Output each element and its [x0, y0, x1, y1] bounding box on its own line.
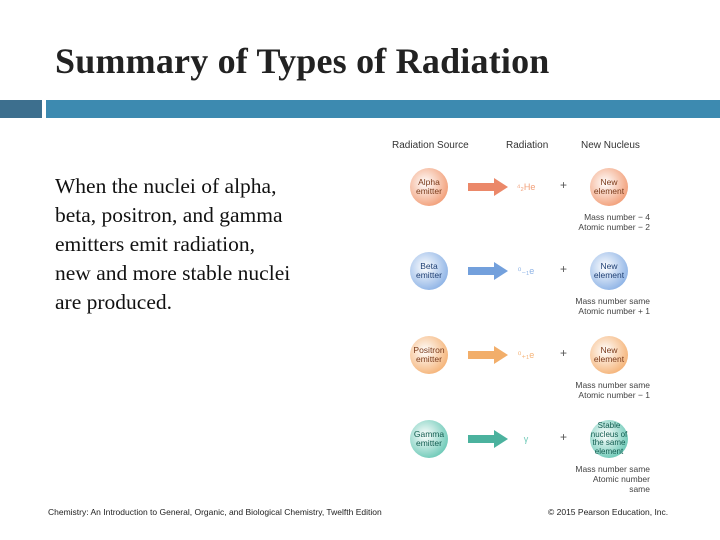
slide-title: Summary of Types of Radiation — [55, 41, 550, 81]
beta-particle: ⁰₋₁e — [517, 265, 535, 276]
positron-emitter-circle: Positron emitter — [410, 336, 448, 374]
arrow-icon — [468, 346, 508, 364]
plus-sign: + — [560, 430, 568, 444]
stable-nucleus-circle: Stable nucleus of the same element — [590, 420, 628, 458]
beta-notes — [570, 296, 650, 316]
alpha-particle: ⁴₂He — [516, 182, 536, 192]
new-element-circle: New element — [590, 336, 628, 374]
positron-row — [380, 330, 710, 414]
gamma-row — [380, 414, 710, 498]
mass-number-note: Mass number same — [575, 380, 650, 390]
arrow-icon — [468, 430, 508, 448]
plus-sign: + — [560, 178, 568, 192]
header-bar — [46, 100, 720, 118]
header-new-nucleus: New Nucleus — [581, 140, 640, 151]
mass-number-note: Mass number − 4 — [584, 212, 650, 222]
footer-copyright: © 2015 Pearson Education, Inc. — [548, 507, 669, 517]
gamma-emitter-circle: Gamma emitter — [410, 420, 448, 458]
positron-particle: ⁰₊₁e — [517, 349, 535, 360]
header-bar-accent — [0, 100, 42, 118]
atomic-number-note: Atomic number − 2 — [578, 222, 650, 232]
plus-sign: + — [560, 262, 568, 276]
arrow-icon — [468, 178, 508, 196]
atomic-number-note: Atomic number + 1 — [578, 306, 650, 316]
gamma-notes — [570, 464, 650, 494]
beta-row — [380, 246, 710, 330]
gamma-ray: γ — [523, 434, 529, 444]
header-radiation-source: Radiation Source — [392, 140, 469, 151]
atomic-number-note: Atomic number same — [592, 474, 650, 494]
mass-number-note: Mass number same — [575, 296, 650, 306]
alpha-emitter-circle: Alpha emitter — [410, 168, 448, 206]
alpha-notes — [570, 212, 650, 232]
alpha-row — [380, 162, 710, 246]
new-element-circle: New element — [590, 252, 628, 290]
atomic-number-note: Atomic number − 1 — [578, 390, 650, 400]
arrow-icon — [468, 262, 508, 280]
header-radiation: Radiation — [506, 140, 549, 151]
slide-body-text: When the nuclei of alpha, beta, positron, and gamma emitters emit radiation, new and more stable nuclei are produced. — [55, 174, 291, 314]
new-element-circle: New element — [590, 168, 628, 206]
positron-notes — [570, 380, 650, 400]
footer-citation: Chemistry: An Introduction to General, Organic, and Biological Chemistry, Twelfth Edition — [48, 507, 382, 517]
mass-number-note: Mass number same — [575, 464, 650, 474]
beta-emitter-circle: Beta emitter — [410, 252, 448, 290]
radiation-figure — [380, 130, 710, 500]
plus-sign: + — [560, 346, 568, 360]
